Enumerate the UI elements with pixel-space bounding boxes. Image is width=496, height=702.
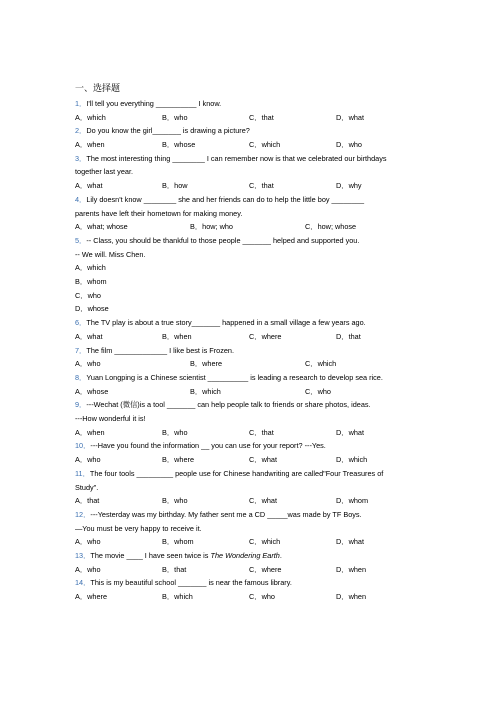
- option-c[interactable]: C．who: [249, 592, 275, 602]
- question-9: [75, 398, 427, 439]
- question-number: 13．: [75, 551, 91, 561]
- option-b[interactable]: B．where: [190, 359, 223, 369]
- option-c[interactable]: C．which: [249, 537, 281, 547]
- question-stem: ---Yesterday was my birthday. My father sent me a CD _____was made by TF Boys.: [90, 509, 362, 519]
- question-number: 5．: [75, 235, 87, 245]
- option-a[interactable]: A．what: [75, 331, 103, 341]
- options-row: [75, 563, 427, 577]
- question-2: [75, 124, 427, 151]
- option-c[interactable]: C．what: [249, 496, 277, 506]
- option-c[interactable]: C．where: [249, 331, 282, 341]
- option-d[interactable]: D．who: [336, 140, 362, 150]
- option-a[interactable]: A．what: [75, 181, 103, 191]
- question-stem-end: .: [279, 551, 282, 561]
- option-b[interactable]: B．that: [162, 564, 187, 574]
- option-b[interactable]: B．whom: [162, 537, 194, 547]
- question-stem: I'll tell you everything __________ I know.: [86, 99, 222, 108]
- question-number: 4．: [75, 194, 87, 204]
- option-c[interactable]: C．who: [305, 386, 331, 396]
- option-d[interactable]: D．that: [336, 331, 361, 341]
- question-5: [75, 234, 427, 316]
- option-c[interactable]: C．which: [305, 359, 337, 369]
- question-number: 12．: [75, 509, 91, 519]
- question-stem: The four tools _________ people use for Chinese handwriting are called"Four Treasures of: [89, 468, 384, 478]
- option-c[interactable]: C．that: [249, 181, 274, 191]
- question-list: [75, 97, 427, 604]
- options-row: [75, 385, 427, 399]
- question-stem-continued: parents have left their hometown for making money.: [75, 208, 243, 218]
- option-d[interactable]: D．whose: [75, 304, 109, 314]
- section-title: 一、选择题: [75, 84, 121, 94]
- options-row: [75, 220, 427, 234]
- options-row: [75, 179, 427, 193]
- option-a[interactable]: A．who: [75, 455, 101, 465]
- options-row: [75, 138, 427, 152]
- question-stem: Yuan Longping is a Chinese scientist __________ is leading a research to develop sea rice.: [86, 372, 383, 382]
- options-row: [75, 535, 427, 549]
- options-row: [75, 590, 427, 604]
- option-b[interactable]: B．who: [162, 496, 188, 506]
- option-b[interactable]: B．how; who: [190, 222, 233, 232]
- question-stem: The film _____________ I like best is Frozen.: [86, 345, 235, 355]
- option-d[interactable]: D．when: [336, 564, 367, 574]
- option-d[interactable]: D．whom: [336, 496, 369, 506]
- option-b[interactable]: B．whom: [75, 277, 107, 287]
- question-stem: The most interesting thing ________ I can remember now is that we celebrated our birthdays: [86, 153, 387, 163]
- movie-title: The Wondering Earth: [210, 551, 280, 561]
- question-stem: This is my beautiful school _______ is near the famous library.: [90, 578, 292, 588]
- option-a[interactable]: A．who: [75, 359, 101, 369]
- option-b[interactable]: B．which: [190, 386, 221, 396]
- question-4: [75, 193, 427, 234]
- option-a[interactable]: A．when: [75, 140, 105, 150]
- options-row: [75, 426, 427, 440]
- option-a[interactable]: A．who: [75, 564, 101, 574]
- question-stem-continued: Study".: [75, 482, 99, 492]
- question-stem: Do you know the girl_______ is drawing a picture?: [86, 126, 250, 136]
- option-c[interactable]: C．how; whose: [305, 222, 357, 232]
- question-14: [75, 576, 427, 603]
- question-number: 8．: [75, 372, 87, 382]
- question-number: 11．: [75, 468, 90, 478]
- option-c[interactable]: C．which: [249, 140, 281, 150]
- options-row: [75, 330, 427, 344]
- option-d[interactable]: D．which: [336, 455, 368, 465]
- option-a[interactable]: A．whose: [75, 386, 109, 396]
- option-a[interactable]: A．which: [75, 112, 106, 122]
- option-c[interactable]: C．what: [249, 455, 277, 465]
- options-row: [75, 494, 427, 508]
- question-stem: The TV play is about a true story_______ happened in a small village a few years ago.: [86, 318, 366, 328]
- question-6: [75, 316, 427, 343]
- options-row: [75, 453, 427, 467]
- question-stem-continued: together last year.: [75, 167, 134, 177]
- option-c[interactable]: C．who: [75, 290, 101, 300]
- question-stem-continued: ---How wonderful it is!: [75, 414, 146, 424]
- question-number: 10．: [75, 441, 91, 451]
- option-c[interactable]: C．where: [249, 564, 282, 574]
- question-number: 3．: [75, 153, 87, 163]
- question-1: [75, 97, 427, 124]
- option-d[interactable]: D．what: [336, 112, 364, 122]
- options-row: [75, 111, 427, 125]
- option-a[interactable]: A．that: [75, 496, 100, 506]
- question-stem: The movie ____ I have seen twice is: [90, 551, 211, 561]
- option-d[interactable]: D．when: [336, 592, 367, 602]
- option-b[interactable]: B．how: [162, 181, 188, 191]
- question-number: 14．: [75, 578, 91, 588]
- question-stem: Lily doesn't know ________ she and her friends can do to help the little boy ________: [86, 194, 365, 204]
- question-stem: -- Class, you should be thankful to those people _______ helped and supported you.: [86, 235, 360, 245]
- question-7: [75, 344, 427, 371]
- option-a[interactable]: A．which: [75, 263, 106, 273]
- question-stem-continued: -- We will. Miss Chen.: [75, 249, 146, 259]
- option-a[interactable]: A．what; whose: [75, 222, 128, 232]
- question-11: [75, 467, 427, 508]
- question-number: 2．: [75, 126, 87, 136]
- option-a[interactable]: A．where: [75, 592, 108, 602]
- question-12: [75, 508, 427, 549]
- option-c[interactable]: C．that: [249, 427, 274, 437]
- question-number: 6．: [75, 318, 87, 328]
- option-b[interactable]: B．who: [162, 112, 188, 122]
- option-b[interactable]: B．which: [162, 592, 193, 602]
- question-stem: ---Wechat (微信)is a tool _______ can help people talk to friends or share photos, ideas.: [86, 400, 371, 410]
- question-10: [75, 439, 427, 466]
- option-b[interactable]: B．when: [162, 331, 192, 341]
- option-b[interactable]: B．where: [162, 455, 195, 465]
- option-d[interactable]: D．why: [336, 181, 362, 191]
- question-8: [75, 371, 427, 398]
- option-b[interactable]: B．who: [162, 427, 188, 437]
- question-3: [75, 152, 427, 193]
- option-c[interactable]: C．that: [249, 112, 274, 122]
- question-number: 7．: [75, 345, 87, 355]
- option-b[interactable]: B．whose: [162, 140, 196, 150]
- question-13: [75, 549, 427, 576]
- option-d[interactable]: D．what: [336, 537, 364, 547]
- question-stem-continued: —You must be very happy to receive it.: [75, 523, 202, 533]
- option-a[interactable]: A．when: [75, 427, 105, 437]
- question-number: 1．: [75, 99, 87, 108]
- question-number: 9．: [75, 400, 87, 410]
- option-a[interactable]: A．who: [75, 537, 101, 547]
- question-stem: ---Have you found the information __ you can use for your report? ---Yes.: [90, 441, 326, 451]
- options-row: [75, 357, 427, 371]
- option-d[interactable]: D．what: [336, 427, 364, 437]
